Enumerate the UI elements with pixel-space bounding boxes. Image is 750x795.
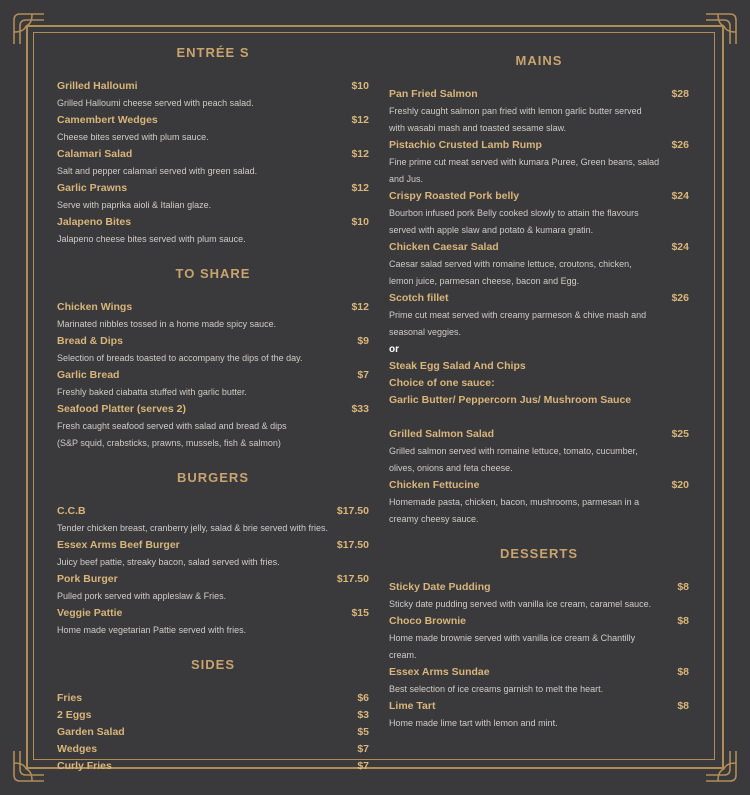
corner-ornament-icon bbox=[12, 749, 46, 783]
menu-item bbox=[389, 137, 689, 188]
item-price: $25 bbox=[671, 428, 689, 440]
to-share-title: TO SHARE bbox=[175, 266, 251, 281]
item-description: Home made lime tart with lemon and mint. bbox=[389, 718, 558, 728]
menu-item bbox=[389, 86, 689, 137]
item-description-line2: creamy cheesy sauce. bbox=[389, 514, 479, 524]
item-name: Pan Fried Salmon bbox=[389, 88, 478, 100]
menu-item bbox=[57, 214, 369, 248]
item-name: Veggie Pattie bbox=[57, 607, 123, 619]
item-price: $15 bbox=[351, 607, 369, 619]
menu-item bbox=[389, 188, 689, 239]
menu-item bbox=[57, 367, 369, 401]
item-name: Garlic Prawns bbox=[57, 182, 128, 194]
entrees-title: ENTRÉE S bbox=[176, 45, 250, 60]
item-price: $7 bbox=[357, 743, 369, 755]
item-name: Grilled Salmon Salad bbox=[389, 428, 495, 440]
menu-item bbox=[57, 605, 369, 639]
item-description: Tender chicken breast, cranberry jelly, salad & brie served with fries. bbox=[57, 523, 328, 533]
menu-item bbox=[57, 537, 369, 571]
side-item bbox=[57, 724, 369, 741]
menu-item bbox=[389, 426, 689, 477]
item-price: $8 bbox=[677, 615, 689, 627]
item-price: $9 bbox=[357, 335, 369, 347]
item-name: Sticky Date Pudding bbox=[389, 581, 491, 593]
steak-egg-option: Steak Egg Salad And Chips bbox=[389, 360, 526, 372]
item-price: $5 bbox=[357, 726, 369, 738]
item-description: Fine prime cut meat served with kumara Puree, Green beans, salad bbox=[389, 157, 660, 167]
sides-title: SIDES bbox=[190, 657, 235, 672]
item-name: Jalapeno Bites bbox=[57, 216, 132, 228]
menu-item bbox=[57, 571, 369, 605]
item-name: Choco Brownie bbox=[389, 615, 467, 627]
item-name: C.C.B bbox=[57, 505, 86, 517]
item-price: $26 bbox=[671, 139, 689, 151]
corner-ornament-icon bbox=[12, 12, 46, 46]
desserts-title: DESSERTS bbox=[499, 546, 579, 561]
item-description: Best selection of ice creams garnish to melt the heart. bbox=[389, 684, 604, 694]
item-price: $17.50 bbox=[336, 573, 369, 585]
item-description: Prime cut meat served with creamy parmeson & chive mash and bbox=[389, 310, 647, 320]
left-column bbox=[57, 44, 369, 775]
item-name: Crispy Roasted Pork belly bbox=[389, 190, 520, 202]
item-name: Garden Salad bbox=[57, 726, 125, 738]
item-description-line2: olives, onions and feta cheese. bbox=[389, 463, 513, 473]
item-description: Fresh caught seafood served with salad and bread & dips bbox=[57, 421, 287, 431]
item-name: Chicken Fettucine bbox=[389, 479, 480, 491]
item-price: $3 bbox=[357, 709, 369, 721]
item-description: Home made vegetarian Pattie served with fries. bbox=[57, 625, 247, 635]
side-item bbox=[57, 707, 369, 724]
menu-item bbox=[57, 78, 369, 112]
item-description: Jalapeno cheese bites served with plum sauce. bbox=[57, 234, 246, 244]
item-name: Garlic Bread bbox=[57, 369, 120, 381]
item-price: $12 bbox=[351, 301, 369, 313]
menu-item bbox=[57, 112, 369, 146]
menu-item bbox=[389, 290, 689, 341]
menu-item bbox=[389, 579, 689, 613]
menu-item bbox=[389, 477, 689, 528]
item-description-line2: served with apple slaw and potato & kumara gratin. bbox=[389, 225, 594, 235]
mains-title: MAINS bbox=[515, 53, 563, 68]
menu-item bbox=[389, 698, 689, 732]
item-name: Essex Arms Beef Burger bbox=[57, 539, 180, 551]
menu-item bbox=[57, 299, 369, 333]
item-description: Pulled pork served with appleslaw & Fries. bbox=[57, 591, 227, 601]
right-column bbox=[389, 52, 689, 732]
item-price: $26 bbox=[671, 292, 689, 304]
item-name: Camembert Wedges bbox=[57, 114, 158, 126]
item-description: Freshly caught salmon pan fried with lemon garlic butter served bbox=[389, 106, 642, 116]
item-name: Chicken Wings bbox=[57, 301, 133, 313]
item-price: $28 bbox=[671, 88, 689, 100]
item-description: Serve with paprika aioli & Italian glaze. bbox=[57, 200, 212, 210]
item-price: $17.50 bbox=[336, 539, 369, 551]
item-description: Caesar salad served with romaine lettuce, croutons, chicken, bbox=[389, 259, 632, 269]
item-description: Freshly baked ciabatta stuffed with garlic butter. bbox=[57, 387, 247, 397]
item-price: $10 bbox=[351, 80, 369, 92]
item-description-line2: and Jus. bbox=[389, 174, 424, 184]
or-label: or bbox=[389, 344, 399, 355]
item-description: Grilled Halloumi cheese served with peach salad. bbox=[57, 98, 254, 108]
item-description: Homemade pasta, chicken, bacon, mushrooms, parmesan in a bbox=[389, 497, 640, 507]
item-price: $10 bbox=[351, 216, 369, 228]
item-description-line2: with wasabi mash and toasted sesame slaw. bbox=[389, 123, 567, 133]
item-name: Seafood Platter (serves 2) bbox=[57, 403, 186, 415]
item-name: Fries bbox=[57, 692, 83, 704]
menu-item bbox=[389, 613, 689, 664]
item-price: $17.50 bbox=[336, 505, 369, 517]
item-name: 2 Eggs bbox=[57, 709, 92, 721]
item-price: $8 bbox=[677, 700, 689, 712]
item-description-line2: seasonal veggies. bbox=[389, 327, 462, 337]
side-item bbox=[57, 690, 369, 707]
item-description: Sticky date pudding served with vanilla ice cream, caramel sauce. bbox=[389, 599, 652, 609]
item-name: Calamari Salad bbox=[57, 148, 133, 160]
item-price: $6 bbox=[357, 692, 369, 704]
item-name: Grilled Halloumi bbox=[57, 80, 138, 92]
item-price: $20 bbox=[671, 479, 689, 491]
item-price: $7 bbox=[357, 760, 369, 772]
item-name: Curly Fries bbox=[57, 760, 112, 772]
item-price: $12 bbox=[351, 148, 369, 160]
menu-item bbox=[57, 180, 369, 214]
item-name: Lime Tart bbox=[389, 700, 436, 712]
item-name: Scotch fillet bbox=[389, 292, 449, 304]
burgers-title: BURGERS bbox=[176, 470, 249, 485]
item-price: $24 bbox=[671, 241, 689, 253]
item-description: Marinated nibbles tossed in a home made spicy sauce. bbox=[57, 319, 277, 329]
item-description: Bourbon infused pork Belly cooked slowly to attain the flavours bbox=[389, 208, 639, 218]
item-name: Chicken Caesar Salad bbox=[389, 241, 499, 253]
item-name: Wedges bbox=[57, 743, 98, 755]
item-description: Home made brownie served with vanilla ice cream & Chantilly bbox=[389, 633, 636, 643]
menu-item bbox=[389, 239, 689, 290]
item-price: $12 bbox=[351, 182, 369, 194]
sauce-options: Garlic Butter/ Peppercorn Jus/ Mushroom Sauce bbox=[389, 394, 632, 406]
side-item bbox=[57, 741, 369, 758]
item-name: Pork Burger bbox=[57, 573, 118, 585]
item-price: $8 bbox=[677, 666, 689, 678]
item-name: Bread & Dips bbox=[57, 335, 123, 347]
item-price: $33 bbox=[351, 403, 369, 415]
item-description: Juicy beef pattie, streaky bacon, salad served with fries. bbox=[57, 557, 280, 567]
item-description: Selection of breads toasted to accompany the dips of the day. bbox=[57, 353, 303, 363]
menu-item bbox=[57, 503, 369, 537]
item-price: $12 bbox=[351, 114, 369, 126]
side-item bbox=[57, 758, 369, 775]
item-name: Essex Arms Sundae bbox=[389, 666, 490, 678]
corner-ornament-icon bbox=[704, 749, 738, 783]
item-description: Salt and pepper calamari served with green salad. bbox=[57, 166, 258, 176]
item-name: Pistachio Crusted Lamb Rump bbox=[389, 139, 542, 151]
menu-item bbox=[57, 146, 369, 180]
item-description-line2: (S&P squid, crabsticks, prawns, mussels, fish & salmon) bbox=[57, 438, 281, 448]
item-description-line2: cream. bbox=[389, 650, 417, 660]
menu-item bbox=[389, 664, 689, 698]
corner-ornament-icon bbox=[704, 12, 738, 46]
item-description-line2: lemon juice, parmesan cheese, bacon and Egg. bbox=[389, 276, 580, 286]
menu-item bbox=[57, 333, 369, 367]
item-description: Cheese bites served with plum sauce. bbox=[57, 132, 209, 142]
item-price: $7 bbox=[357, 369, 369, 381]
item-description: Grilled salmon served with romaine lettuce, tomato, cucumber, bbox=[389, 446, 638, 456]
sauce-choice-label: Choice of one sauce: bbox=[389, 377, 495, 389]
item-price: $8 bbox=[677, 581, 689, 593]
menu-item bbox=[57, 401, 369, 452]
item-price: $24 bbox=[671, 190, 689, 202]
